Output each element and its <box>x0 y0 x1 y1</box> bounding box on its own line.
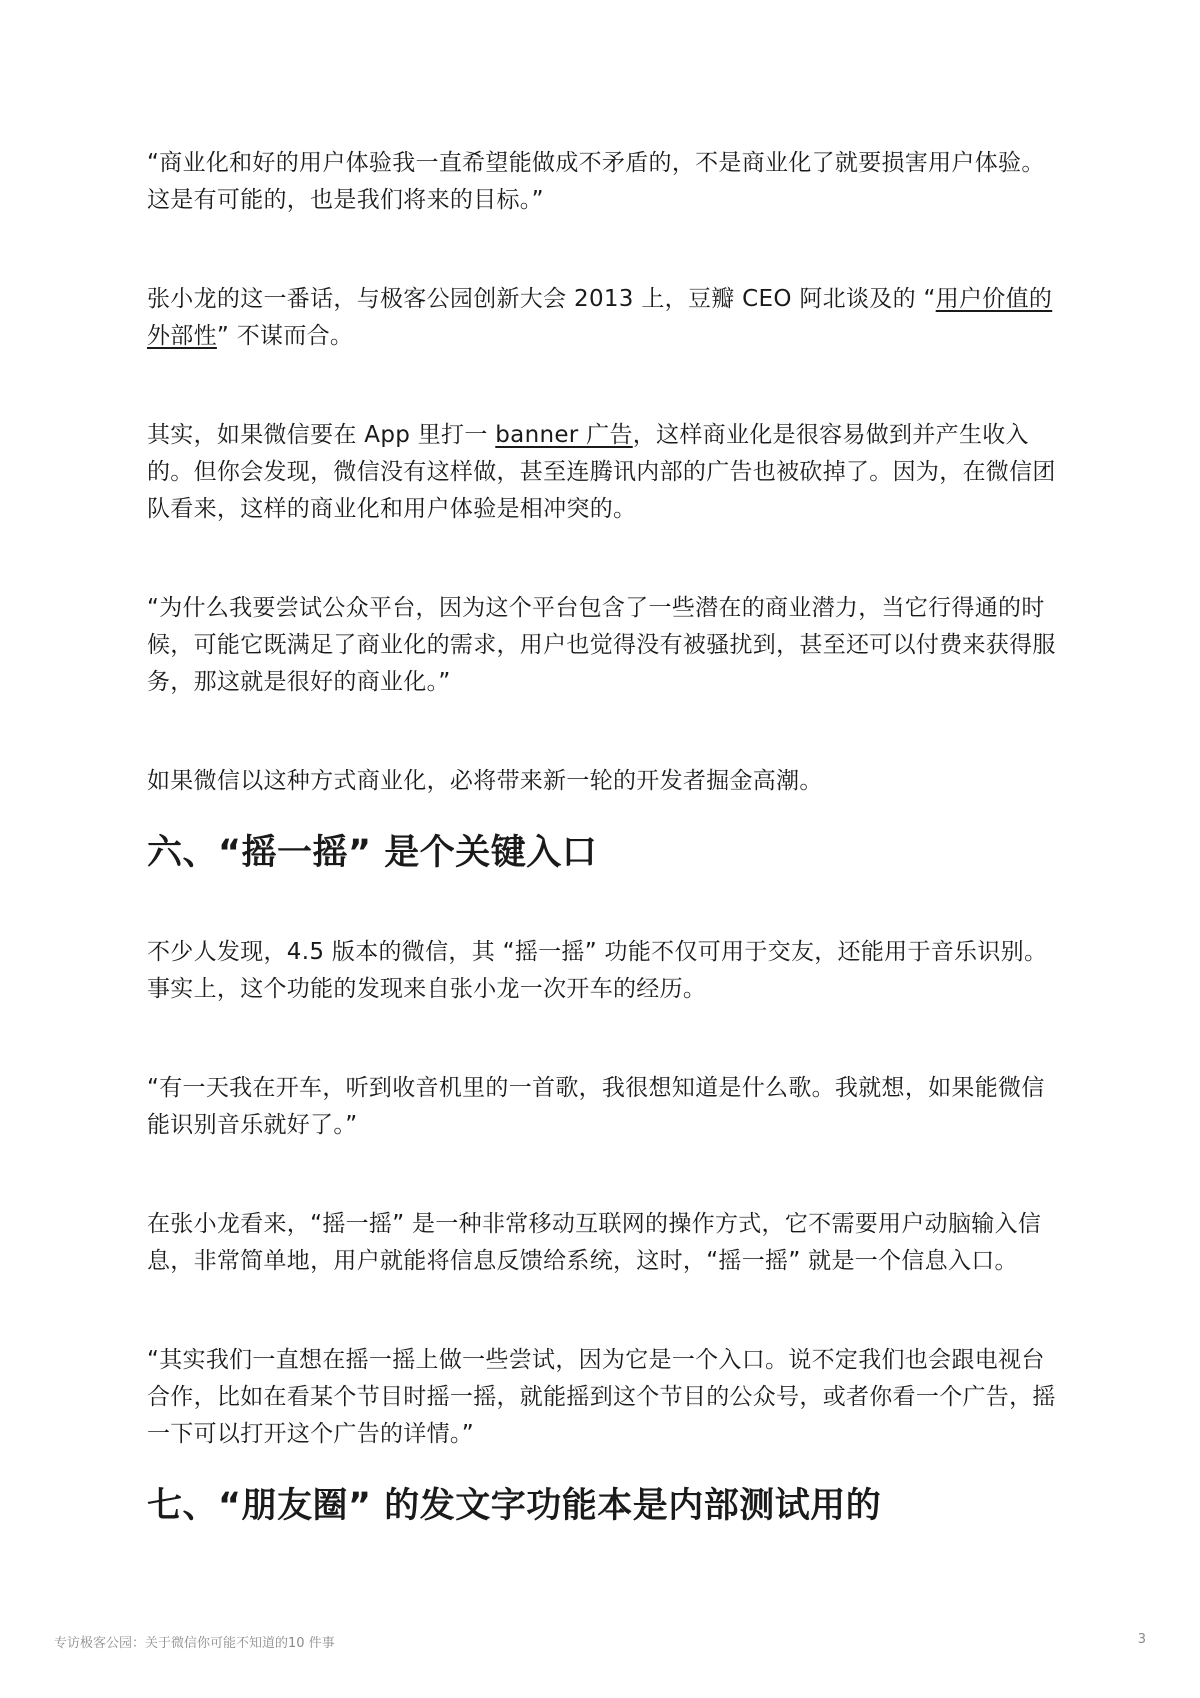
paragraph-shake-entry: 在张小龙看来，“摇一摇” 是一种非常移动互联网的操作方式，它不需要用户动脑输入信息，非常简单地，用户就能将信息反馈给系统，这时，“摇一摇” 就是一个信息入口。 <box>147 1211 1042 1274</box>
paragraph-text: ” 不谋而合。 <box>216 323 354 349</box>
quote-paragraph-driving: “有一天我在开车，听到收音机里的一首歌，我很想知道是什么歌。我就想，如果能微信能识别音乐就好了。” <box>147 1075 1045 1138</box>
footer-document-title: 专访极客公园：关于微信你可能不知道的10 件事 <box>54 1636 335 1651</box>
page-footer <box>54 1632 1146 1652</box>
link-banner-ads[interactable]: banner 广告 <box>495 422 633 448</box>
paragraph-developer-gold-rush: 如果微信以这种方式商业化，必将带来新一轮的开发者掘金高潮。 <box>147 768 823 794</box>
quote-paragraph-commercialization: “商业化和好的用户体验我一直希望能做成不矛盾的，不是商业化了就要损害用户体验。这是有可能的，也是我们将来的目标。” <box>147 150 1045 213</box>
paragraph-text: 张小龙的这一番话，与极客公园创新大会 2013 上，豆瓣 CEO 阿北谈及的 “ <box>147 286 936 312</box>
quote-paragraph-tv-cooperation: “其实我们一直想在摇一摇上做一些尝试，因为它是一个入口。说不定我们也会跟电视台合作，比如在看某个节目时摇一摇，就能摇到这个节目的公众号，或者你看一个广告，摇一下可以打开这个广告的详情。” <box>147 1347 1056 1447</box>
paragraph-text: ，这样商业化是很容易做到并产生收入的。但你会发现，微信没有这样做，甚至连腾讯内部的广告也被砍掉了。因为，在微信团队看来，这样的商业化和用户体验是相冲突的。 <box>147 422 1056 522</box>
section-heading-shake: 六、“摇一摇” 是个关键入口 <box>147 833 598 873</box>
paragraph-text: 其实，如果微信要在 App 里打一 <box>147 422 496 448</box>
link-user-value-externality[interactable]: 用户价值的外部性 <box>147 286 1053 349</box>
section-heading-moments: 七、“朋友圈” 的发文字功能本是内部测试用的 <box>147 1486 882 1526</box>
quote-paragraph-public-platform: “为什么我要尝试公众平台，因为这个平台包含了一些潜在的商业潜力，当它行得通的时候，可能它既满足了商业化的需求，用户也觉得没有被骚扰到，甚至还可以付费来获得服务，那这就是很好的商业化。” <box>147 595 1056 695</box>
footer-page-number: 3 <box>1137 1632 1146 1647</box>
paragraph-shake-music: 不少人发现，4.5 版本的微信，其 “摇一摇” 功能不仅可用于交友，还能用于音乐识别。事实上，这个功能的发现来自张小龙一次开车的经历。 <box>147 939 1048 1002</box>
paragraph-banner-ads <box>147 417 1067 528</box>
article-body <box>147 145 1067 1587</box>
paragraph-user-value <box>147 281 1067 355</box>
